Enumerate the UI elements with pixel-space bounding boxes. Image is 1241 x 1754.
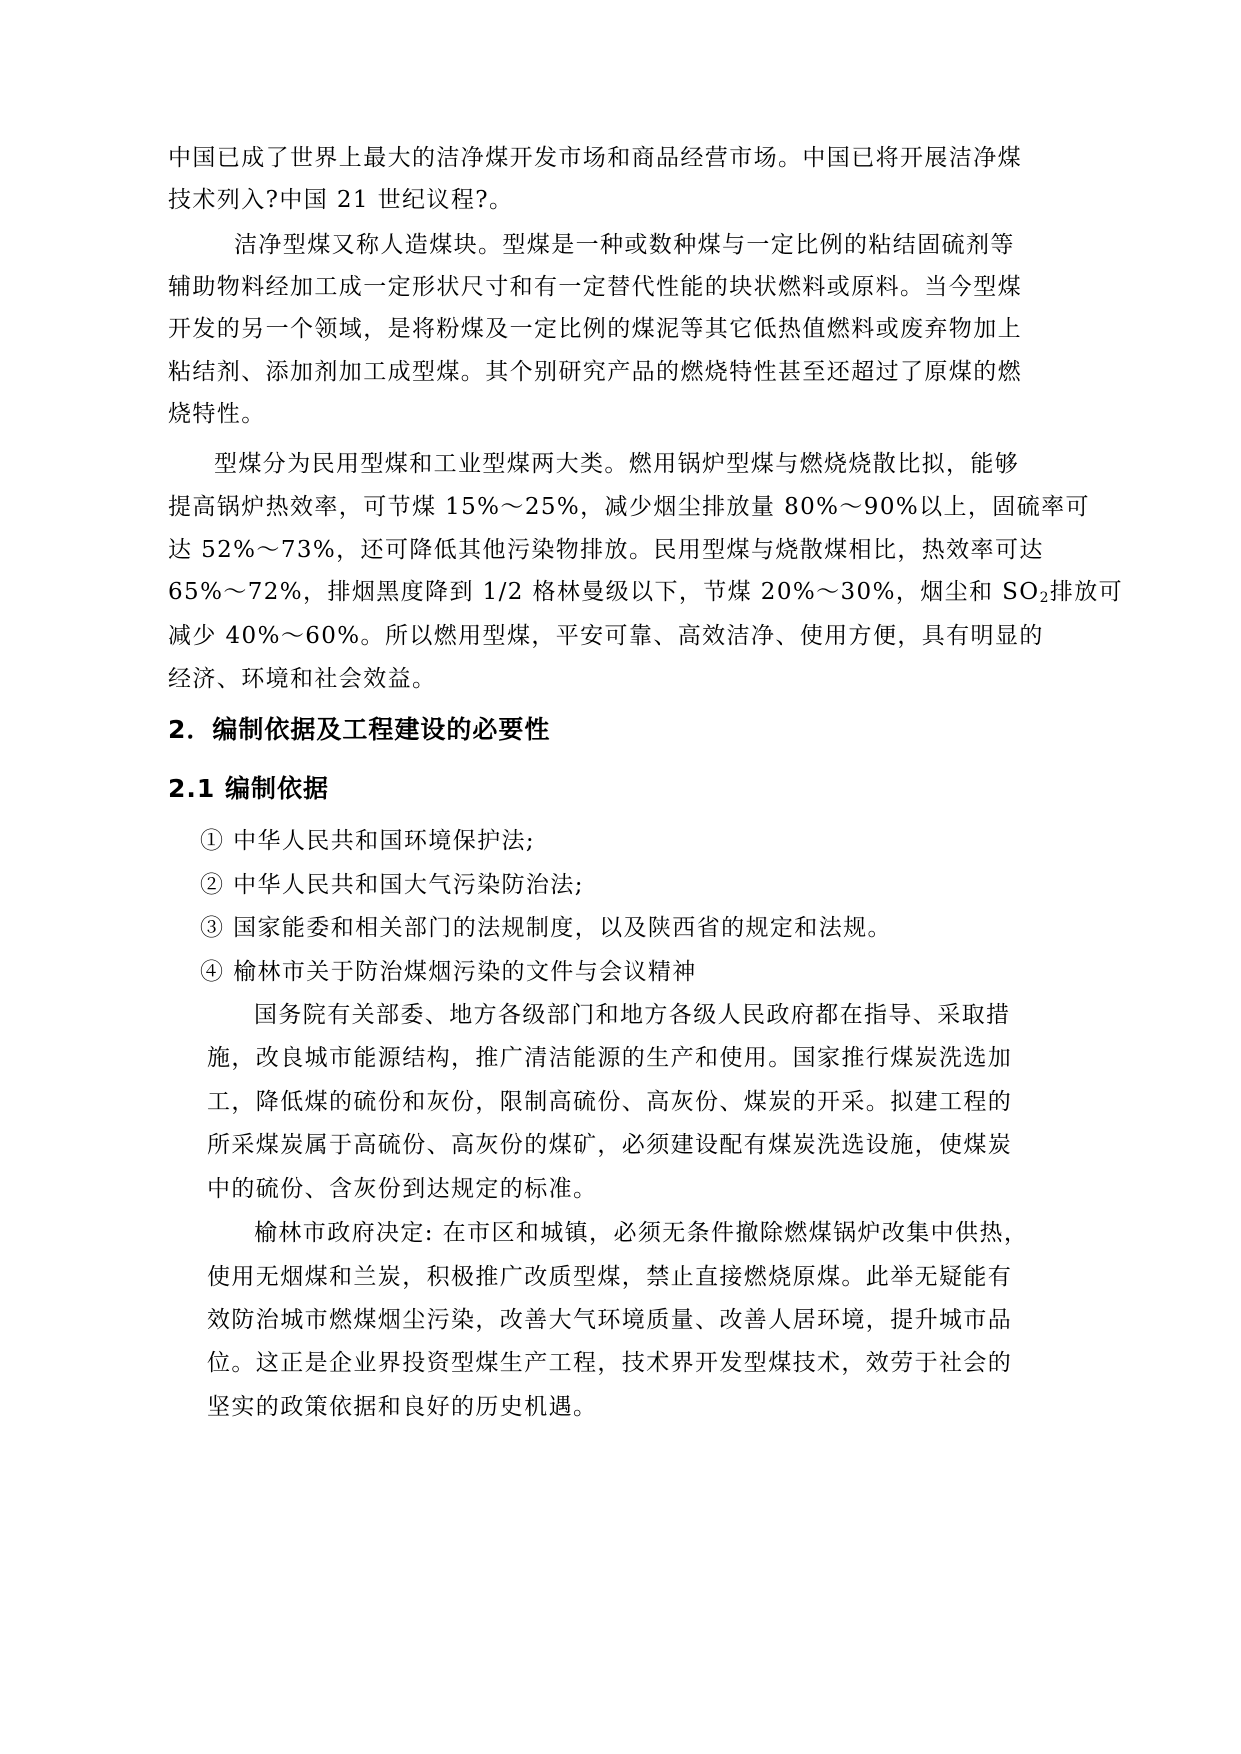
paragraph-3-line-1: 型煤分为民用型煤和工业型煤两大类。燃用锅炉型煤与燃烧烧散比拟，能够: [214, 451, 1020, 477]
paragraph-5-line-4: 位。这正是企业界投资型煤生产工程，技术界开发型煤技术，效劳于社会的: [207, 1350, 1013, 1376]
paragraph-3-line-4-text: 65%～72%，排烟黑度降到 1/2 格林曼级以下，节煤 20%～30%，烟尘和 SO: [168, 579, 1040, 605]
paragraph-1-line-2: 技术列入?中国 21 世纪议程?。: [168, 187, 514, 213]
paragraph-5-line-3: 效防治城市燃煤烟尘污染，改善大气环境质量、改善人居环境，提升城市品: [207, 1307, 1013, 1333]
paragraph-5-line-1: 榆林市政府决定: 在市区和城镇，必须无条件撤除燃煤锅炉改集中供热，: [254, 1220, 1029, 1246]
paragraph-2-line-4: 粘结剂、添加剂加工成型煤。其个别研究产品的燃烧特性甚至还超过了原煤的燃: [168, 359, 1022, 385]
basis-list-item-1: ① 中华人民共和国环境保护法;: [200, 828, 536, 854]
basis-list-item-3: ③ 国家能委和相关部门的法规制度，以及陕西省的规定和法规。: [200, 915, 892, 941]
so2-subscript: 2: [1039, 590, 1050, 606]
paragraph-3-line-3: 达 52%～73%，还可降低其他污染物排放。民用型煤与烧散煤相比，热效率可达: [168, 537, 1044, 563]
paragraph-2-line-2: 辅助物料经加工成一定形状尺寸和有一定替代性能的块状燃料或原料。当今型煤: [168, 274, 1022, 300]
paragraph-5-line-5: 坚实的政策依据和良好的历史机遇。: [207, 1394, 598, 1420]
paragraph-2-line-5: 烧特性。: [168, 401, 266, 427]
paragraph-2-line-3: 开发的另一个领域，是将粉煤及一定比例的煤泥等其它低热值燃料或废弃物加上: [168, 316, 1022, 342]
paragraph-1-line-1: 中国已成了世界上最大的洁净煤开发市场和商品经营市场。中国已将开展洁净煤: [168, 145, 1022, 171]
paragraph-5-line-2: 使用无烟煤和兰炭，积极推广改质型煤，禁止直接燃烧原煤。此举无疑能有: [207, 1264, 1013, 1290]
paragraph-3-line-5: 减少 40%～60%。所以燃用型煤，平安可靠、高效洁净、使用方便，具有明显的: [168, 623, 1044, 649]
paragraph-3-line-4: [168, 577, 1124, 607]
paragraph-4-line-4: 所采煤炭属于高硫份、高灰份的煤矿，必须建设配有煤炭洗选设施，使煤炭: [207, 1132, 1013, 1158]
paragraph-3-line-2: 提高锅炉热效率，可节煤 15%～25%，减少烟尘排放量 80%～90%以上，固硫率可: [168, 494, 1090, 520]
basis-list-item-2: ② 中华人民共和国大气污染防治法;: [200, 872, 584, 898]
paragraph-4-line-1: 国务院有关部委、地方各级部门和地方各级人民政府都在指导、采取措: [254, 1002, 1011, 1028]
paragraph-4-line-5: 中的硫份、含灰份到达规定的标准。: [207, 1176, 598, 1202]
section-2-1-heading: 2.1 编制依据: [168, 774, 329, 803]
paragraph-2-line-1: 洁净型煤又称人造煤块。型煤是一种或数种煤与一定比例的粘结固硫剂等: [234, 232, 1015, 258]
section-2-heading: 2．编制依据及工程建设的必要性: [168, 715, 551, 744]
basis-list-item-4: ④ 榆林市关于防治煤烟污染的文件与会议精神: [200, 959, 697, 985]
paragraph-3-line-4-tail: 排放可: [1049, 579, 1124, 605]
paragraph-3-line-6: 经济、环境和社会效益。: [168, 666, 437, 692]
paragraph-4-line-3: 工，降低煤的硫份和灰份，限制高硫份、高灰份、煤炭的开采。拟建工程的: [207, 1089, 1013, 1115]
paragraph-4-line-2: 施，改良城市能源结构，推广清洁能源的生产和使用。国家推行煤炭洗选加: [207, 1045, 1013, 1071]
